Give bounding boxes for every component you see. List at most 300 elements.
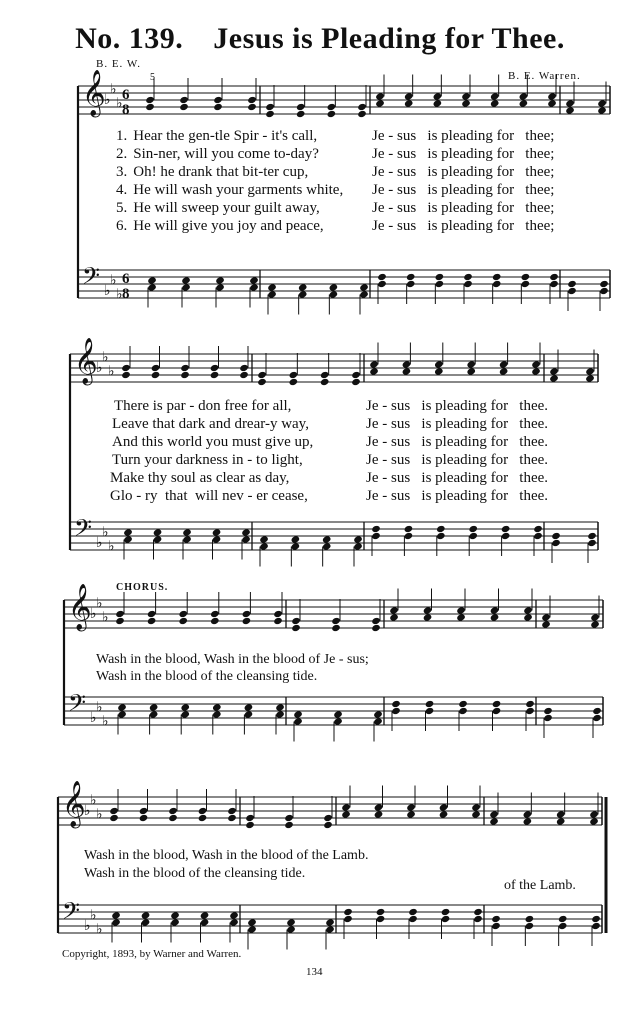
note-head [490, 606, 500, 614]
note-head [333, 717, 343, 725]
verse-line [116, 200, 320, 217]
note-head [298, 290, 308, 298]
note-head [391, 700, 401, 708]
note-head [492, 707, 502, 715]
note-head [249, 276, 259, 284]
note-head [371, 617, 381, 625]
flat-icon: ♭ [84, 918, 91, 934]
note-head [473, 908, 483, 916]
bass-clef-icon: 𝄢 [74, 514, 93, 547]
note-head [170, 911, 180, 919]
note-head [257, 378, 267, 386]
note-head [423, 606, 433, 614]
note-head [556, 810, 566, 818]
note-head [267, 283, 277, 291]
note-head [501, 532, 511, 540]
flat-icon: ♭ [104, 283, 111, 299]
verse-line [116, 146, 319, 163]
note-head [597, 99, 607, 107]
verse-number: 6. [116, 218, 128, 234]
verse-text-refrain: Je - sus is pleading for thee. [366, 398, 549, 414]
note-head [247, 96, 257, 104]
note-head [425, 700, 435, 708]
flat-icon: ♭ [96, 921, 103, 938]
bass-clef-icon: 𝄢 [68, 689, 87, 722]
words-credit: B. E. W. [96, 58, 141, 70]
note-head [490, 613, 500, 621]
note-head [471, 810, 481, 818]
note-head [123, 528, 133, 536]
note-head [556, 817, 566, 825]
note-head [373, 717, 383, 725]
note-head [215, 276, 225, 284]
note-head [117, 703, 127, 711]
note-head [521, 280, 531, 288]
note-head [227, 807, 237, 815]
flat-icon: ♭ [102, 713, 109, 730]
note-head [541, 620, 551, 628]
note-head [389, 613, 399, 621]
verse-line [116, 164, 308, 181]
note-head [333, 710, 343, 718]
note-head [212, 710, 222, 718]
note-head [523, 810, 533, 818]
note-head [519, 92, 529, 100]
verse-text-refrain: Je - sus is pleading for thee. [366, 488, 549, 504]
verse-text-refrain: Je - sus is pleading for thee; [372, 146, 555, 162]
note-head [491, 915, 501, 923]
note-head [115, 617, 125, 625]
note-head [357, 103, 367, 111]
note-head [371, 624, 381, 632]
note-head [406, 280, 416, 288]
note-head [293, 717, 303, 725]
note-head [210, 371, 220, 379]
note-head [210, 617, 220, 625]
note-head [549, 367, 559, 375]
note-head [198, 814, 208, 822]
note-head [590, 620, 600, 628]
note-head [145, 103, 155, 111]
flat-icon: ♭ [90, 710, 97, 726]
note-head [423, 613, 433, 621]
note-head [293, 710, 303, 718]
flat-icon: ♭ [110, 81, 117, 98]
note-head [359, 283, 369, 291]
note-head [241, 535, 251, 543]
note-head [374, 803, 384, 811]
note-head [181, 276, 191, 284]
note-head [341, 803, 351, 811]
note-head [212, 528, 222, 536]
note-head [359, 290, 369, 298]
note-head [374, 810, 384, 818]
note-head [376, 915, 386, 923]
note-head [565, 99, 575, 107]
note-head [371, 532, 381, 540]
note-head [244, 703, 254, 711]
note-head [433, 99, 443, 107]
note-head [180, 710, 190, 718]
note-head [543, 707, 553, 715]
note-head [296, 110, 306, 118]
note-head [592, 714, 602, 722]
note-head [458, 707, 468, 715]
note-head [322, 542, 332, 550]
note-head [404, 525, 414, 533]
note-head [567, 287, 577, 295]
verse-line [116, 128, 317, 145]
note-head [461, 92, 471, 100]
note-head [468, 525, 478, 533]
verse-text-refrain: Je - sus is pleading for thee; [372, 182, 555, 198]
note-head [181, 283, 191, 291]
note-head [323, 821, 333, 829]
note-head [436, 525, 446, 533]
note-head [180, 364, 190, 372]
note-head [533, 532, 543, 540]
flat-icon: ♭ [90, 907, 97, 924]
verse-number: 5. [116, 200, 128, 216]
note-head [115, 610, 125, 618]
note-head [265, 103, 275, 111]
note-head [322, 535, 332, 543]
note-head [298, 283, 308, 291]
note-head [180, 371, 190, 379]
verse-text-refrain: Je - sus is pleading for thee. [366, 416, 549, 432]
note-head [435, 273, 445, 281]
note-head [501, 525, 511, 533]
flat-icon: ♭ [96, 699, 103, 716]
note-head [153, 528, 163, 536]
note-head [373, 710, 383, 718]
note-head [247, 918, 257, 926]
note-head [284, 821, 294, 829]
note-head [441, 908, 451, 916]
note-head [585, 374, 595, 382]
treble-clef-icon: 𝄞 [82, 70, 106, 116]
verse-text-first: Hear the gen-tle Spir - it's call, [133, 128, 318, 144]
note-head [179, 103, 189, 111]
note-head [178, 617, 188, 625]
flat-icon: ♭ [96, 806, 103, 823]
verse-line-second-half: And this world you must give up, [112, 434, 314, 450]
note-head [434, 360, 444, 368]
verse-number: 2. [116, 146, 128, 162]
note-head [351, 371, 361, 379]
note-head [435, 280, 445, 288]
note-head [492, 700, 502, 708]
note-head [525, 700, 535, 708]
verse-line-second-half: Glo - ry that will nev - er cease, [110, 488, 308, 504]
note-head [389, 606, 399, 614]
note-head [168, 814, 178, 822]
verse-line [116, 218, 324, 235]
note-head [331, 617, 341, 625]
note-head [289, 378, 299, 386]
note-head [471, 803, 481, 811]
note-head [247, 925, 257, 933]
note-head [489, 817, 499, 825]
note-head [521, 273, 531, 281]
note-head [425, 707, 435, 715]
note-head [404, 92, 414, 100]
note-head [567, 280, 577, 288]
note-head [178, 610, 188, 618]
time-signature-top: 6 [122, 271, 130, 287]
note-head [499, 360, 509, 368]
note-head [153, 535, 163, 543]
note-head [377, 273, 387, 281]
note-head [147, 610, 157, 618]
note-head [291, 542, 301, 550]
note-head [323, 814, 333, 822]
note-head [463, 280, 473, 288]
note-head [121, 371, 131, 379]
note-head [351, 378, 361, 386]
note-head [525, 707, 535, 715]
note-head [267, 290, 277, 298]
note-head [151, 371, 161, 379]
flat-icon: ♭ [96, 595, 103, 612]
flat-icon: ♭ [90, 606, 97, 622]
note-head [549, 273, 559, 281]
note-head [247, 103, 257, 111]
flat-icon: ♭ [102, 349, 109, 366]
note-head [591, 922, 601, 930]
verse-text-first: Oh! he drank that bit-ter cup, [133, 164, 309, 180]
verse-number: 4. [116, 182, 128, 198]
note-head [241, 528, 251, 536]
note-head [525, 922, 535, 930]
note-head [541, 613, 551, 621]
verse-text-refrain: Je - sus is pleading for thee; [372, 164, 555, 180]
chorus-lyric-1: Wash in the blood, Wash in the blood of Je - sus; [96, 652, 369, 667]
note-head [210, 610, 220, 618]
note-head [242, 610, 252, 618]
note-head [436, 532, 446, 540]
note-head [441, 915, 451, 923]
verse-line [116, 182, 343, 199]
note-head [325, 925, 335, 933]
note-head [558, 915, 568, 923]
note-head [490, 92, 500, 100]
note-head [523, 613, 533, 621]
note-head [490, 99, 500, 107]
note-head [585, 367, 595, 375]
verse-line-second-half: Leave that dark and drear-y way, [112, 416, 309, 432]
note-head [456, 606, 466, 614]
flat-icon: ♭ [110, 272, 117, 289]
verse-text-refrain: Je - sus is pleading for thee; [372, 128, 555, 144]
note-head [320, 378, 330, 386]
note-head [265, 110, 275, 118]
note-head [434, 367, 444, 375]
note-head [565, 106, 575, 114]
note-head [439, 810, 449, 818]
note-head [371, 525, 381, 533]
note-head [273, 610, 283, 618]
note-head [139, 814, 149, 822]
page-number: 134 [306, 966, 323, 978]
note-head [200, 918, 210, 926]
note-head [547, 92, 557, 100]
hymn-title: Jesus is Pleading for Thee. [213, 22, 565, 55]
note-head [499, 367, 509, 375]
note-head [377, 280, 387, 288]
note-head [123, 535, 133, 543]
note-head [111, 918, 121, 926]
verse-text-first: Sin-ner, will you come to-day? [133, 146, 319, 162]
flat-icon: ♭ [108, 538, 115, 555]
note-head [531, 360, 541, 368]
note-head [402, 367, 412, 375]
verse-text-first: He will sweep your guilt away, [133, 200, 320, 216]
note-head [463, 273, 473, 281]
note-head [151, 364, 161, 372]
verse-text-first: He will give you joy and peace, [133, 218, 324, 234]
note-head [591, 915, 601, 923]
verse-text-first: He will wash your garments white, [133, 182, 344, 198]
note-head [391, 707, 401, 715]
note-head [406, 273, 416, 281]
note-head [320, 371, 330, 379]
note-head [547, 99, 557, 107]
note-head [275, 703, 285, 711]
note-head [229, 911, 239, 919]
note-head [180, 703, 190, 711]
note-head [331, 624, 341, 632]
flat-icon: ♭ [96, 360, 103, 376]
flat-icon: ♭ [102, 524, 109, 541]
time-signature-bottom: 8 [122, 102, 130, 118]
note-head [519, 99, 529, 107]
note-head [139, 807, 149, 815]
note-head [599, 287, 609, 295]
note-head [182, 535, 192, 543]
treble-clef-icon: 𝄞 [68, 584, 92, 630]
note-head [492, 280, 502, 288]
note-head [456, 613, 466, 621]
note-head [141, 918, 151, 926]
note-head [284, 814, 294, 822]
note-head [369, 367, 379, 375]
verse-text-refrain: Je - sus is pleading for thee; [372, 200, 555, 216]
note-head [212, 535, 222, 543]
note-head [229, 918, 239, 926]
note-head [147, 617, 157, 625]
note-head [168, 807, 178, 815]
note-head [249, 283, 259, 291]
note-head [406, 810, 416, 818]
note-head [275, 710, 285, 718]
note-head [353, 542, 363, 550]
note-head [109, 814, 119, 822]
note-head [145, 96, 155, 104]
flat-icon: ♭ [104, 92, 111, 108]
note-head [327, 103, 337, 111]
note-head [182, 528, 192, 536]
verse-number: 3. [116, 164, 128, 180]
note-head [257, 371, 267, 379]
note-head [590, 613, 600, 621]
note-head [369, 360, 379, 368]
verse-line-second-half: Make thy soul as clear as day, [110, 470, 290, 486]
flat-icon: ♭ [90, 792, 97, 809]
hymn-number: No. 139. [75, 22, 184, 55]
note-head [491, 922, 501, 930]
measure-number: 5 [150, 72, 155, 83]
note-head [492, 273, 502, 281]
note-head [213, 103, 223, 111]
note-head [239, 371, 249, 379]
flat-icon: ♭ [102, 609, 109, 626]
time-signature-bottom: 8 [122, 286, 130, 302]
flat-icon: ♭ [116, 286, 123, 303]
note-head [212, 703, 222, 711]
chorus-lyric-2: Wash in the blood, Wash in the blood of the Lamb. [84, 848, 369, 863]
note-head [466, 367, 476, 375]
note-head [466, 360, 476, 368]
verse-number: 1. [116, 128, 128, 144]
flat-icon: ♭ [116, 95, 123, 112]
note-head [461, 99, 471, 107]
flat-icon: ♭ [84, 803, 91, 819]
note-head [599, 280, 609, 288]
treble-clef-icon: 𝄞 [62, 781, 86, 827]
music-credit: B. E. Warren. [508, 70, 581, 82]
note-head [375, 92, 385, 100]
note-head [147, 276, 157, 284]
note-head [289, 371, 299, 379]
note-head [239, 364, 249, 372]
note-head [200, 911, 210, 919]
verse-text-refrain: Je - sus is pleading for thee. [366, 434, 549, 450]
note-head [245, 814, 255, 822]
chorus-lyric-1-bass: Wash in the blood of the cleansing tide. [96, 669, 318, 684]
chorus-lyric-2-tail: of the Lamb. [504, 878, 576, 893]
note-head [213, 96, 223, 104]
note-head [179, 96, 189, 104]
note-head [198, 807, 208, 815]
note-head [402, 360, 412, 368]
treble-clef-icon: 𝄞 [74, 338, 98, 384]
note-head [210, 364, 220, 372]
verse-text-refrain: Je - sus is pleading for thee; [372, 218, 555, 234]
chorus-label: CHORUS. [116, 582, 169, 593]
chorus-lyric-2-bass: Wash in the blood of the cleansing tide. [84, 866, 306, 881]
verse-text-refrain: Je - sus is pleading for thee. [366, 470, 549, 486]
note-head [291, 624, 301, 632]
note-head [286, 925, 296, 933]
note-head [227, 814, 237, 822]
note-head [170, 918, 180, 926]
note-head [543, 714, 553, 722]
note-head [242, 617, 252, 625]
bass-clef-icon: 𝄢 [62, 897, 81, 930]
note-head [343, 915, 353, 923]
note-head [549, 280, 559, 288]
note-head [468, 532, 478, 540]
note-head [473, 915, 483, 923]
note-head [117, 710, 127, 718]
note-head [597, 106, 607, 114]
note-head [244, 710, 254, 718]
note-head [533, 525, 543, 533]
note-head [353, 535, 363, 543]
note-head [439, 803, 449, 811]
note-head [589, 810, 599, 818]
